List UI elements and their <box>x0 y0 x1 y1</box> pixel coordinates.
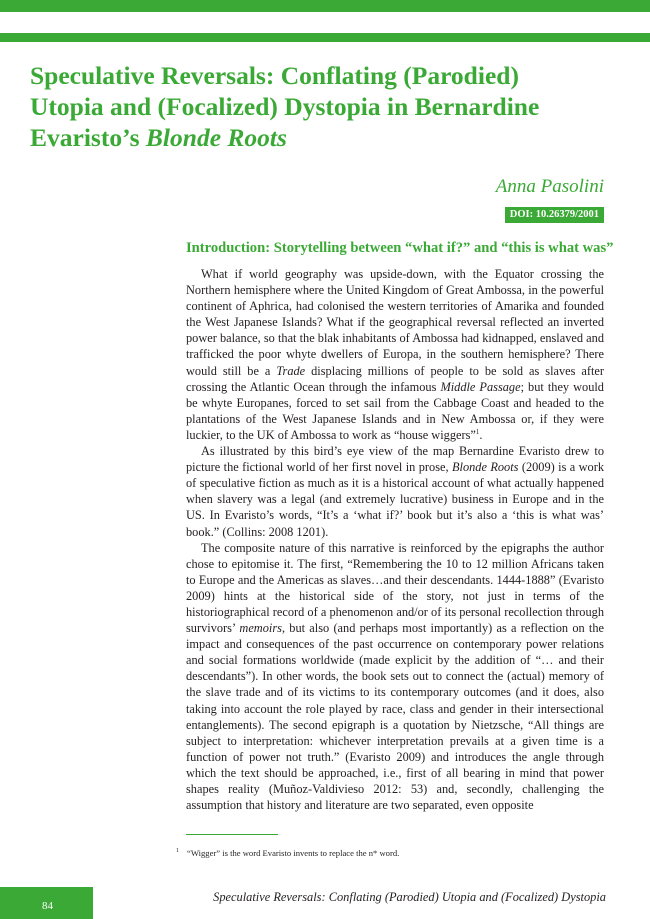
title-line-2: Utopia and (Focalized) Dystopia in Bernardine <box>30 92 540 121</box>
page-number-box <box>0 887 93 919</box>
top-accent-bar <box>0 0 650 12</box>
title-book-name: Blonde Roots <box>145 123 287 152</box>
p3-text-a: The composite nature of this narrative is reinforced by the epigraphs the author chose to epitomise it. The first, “Remembering the 10 to 12 million Africans taken to Europe and the Americas as slaves…and their descendants. 1444-1888” (Evaristo 2009) hints at the historical side of the story, not just in terms of the historiographical record of a phenomenon and/or of its personal recollection through survivors’ <box>186 540 604 636</box>
page-number: 84 <box>42 900 53 912</box>
running-head: Speculative Reversals: Conflating (Parodied) Utopia and (Focalized) Dystopia <box>213 890 606 904</box>
footnote-ref-1[interactable]: 1 <box>475 427 480 436</box>
p1-text-e: ; but they would be whyte Europanes, forced to set sail from the Cabbage Coast and headed to the plantations of the West Japanese Islands and in New Ambossa or, if they were luckier, to the UK of Ambossa to work as “house wiggers” <box>186 379 604 442</box>
p3-italic-memoirs: memoirs <box>239 621 282 636</box>
p1-text-c: displacing millions of people to be sold as slaves after crossing the Atlantic Ocean through the infamous <box>186 363 604 394</box>
paragraph-3 <box>186 540 604 814</box>
doi-badge[interactable]: DOI: 10.26379/2001 <box>505 207 604 223</box>
p1-text-f: . <box>479 427 483 442</box>
p2-text-c: (2009) is a work of speculative fiction as much as it is a historical account of what actually happened when slavery was a legal (and extremely lucrative) business in Europe and in the US. In Evaristo’s words, “It’s a ‘what if?’ book but it’s also a ‘this is what was’ book.” (Collins: 2008 1201). <box>186 460 605 539</box>
top-accent-bar-secondary <box>0 33 650 42</box>
title-line-1: Speculative Reversals: Conflating (Parodied) <box>30 61 519 90</box>
p2-text-a: As illustrated by this bird’s eye view of the map Bernardine Evaristo drew to picture the fictional world of her first novel in prose, <box>186 444 604 475</box>
body-text <box>186 266 604 813</box>
footnote-marker: 1 <box>176 848 179 855</box>
footnote <box>176 848 399 858</box>
footnote-text: “Wigger” is the word Evaristo invents to replace the n* word. <box>187 848 400 858</box>
article-title <box>30 60 630 153</box>
paragraph-2 <box>186 443 604 540</box>
p1-italic-trade: Trade <box>276 363 306 378</box>
p1-text-a: What if world geography was upside-down, with the Equator crossing the Northern hemisphere where the United Kingdom of Great Ambossa, in the powerful continent of Aphrica, had colonised the western territories of Amarika and founded the West Japanese Islands? What if the geographical reversal reflected an inverted power balance, so that the blak inhabitants of Ambossa had kidnapped, enslaved and trafficked the poor whyte dwellers of Europa, in the southern hemisphere? There would still be a <box>186 267 604 378</box>
title-line-3-prefix: Evaristo’s <box>30 123 146 152</box>
p3-text-c: , but also (and perhaps most importantly) as a reflection on the impact and consequences of the past occurrence on contemporary power relations and social formations worldwide (made explicit by the addition of “… and their descendants”). In other words, the book sets out to connect the (actual) memory of the slave trade and of its victims to its contemporary outcomes (and it does, also taking into account the role played by race, class and gender in their intersectional entanglements). The second epigraph is a quotation by Nietzsche, “All things are subject to interpretation: whichever interpretation prevails at a given time is a function of power not truth.” (Evaristo 2009) and introduces the angle through which the text should be approached, i.e., first of all bearing in mind that power shapes reality (Muñoz-Valdivieso 2012: 53) and, secondly, challenging the assumption that history and literature are two separated, even opposite <box>186 621 604 813</box>
author-name: Anna Pasolini <box>495 176 604 197</box>
p1-italic-middle-passage: Middle Passage <box>440 379 521 394</box>
paragraph-1 <box>186 266 604 443</box>
footnote-divider <box>186 834 278 835</box>
section-heading: Introduction: Storytelling between “what if?” and “this is what was” <box>186 240 614 256</box>
p2-italic-book: Blonde Roots <box>451 460 519 475</box>
